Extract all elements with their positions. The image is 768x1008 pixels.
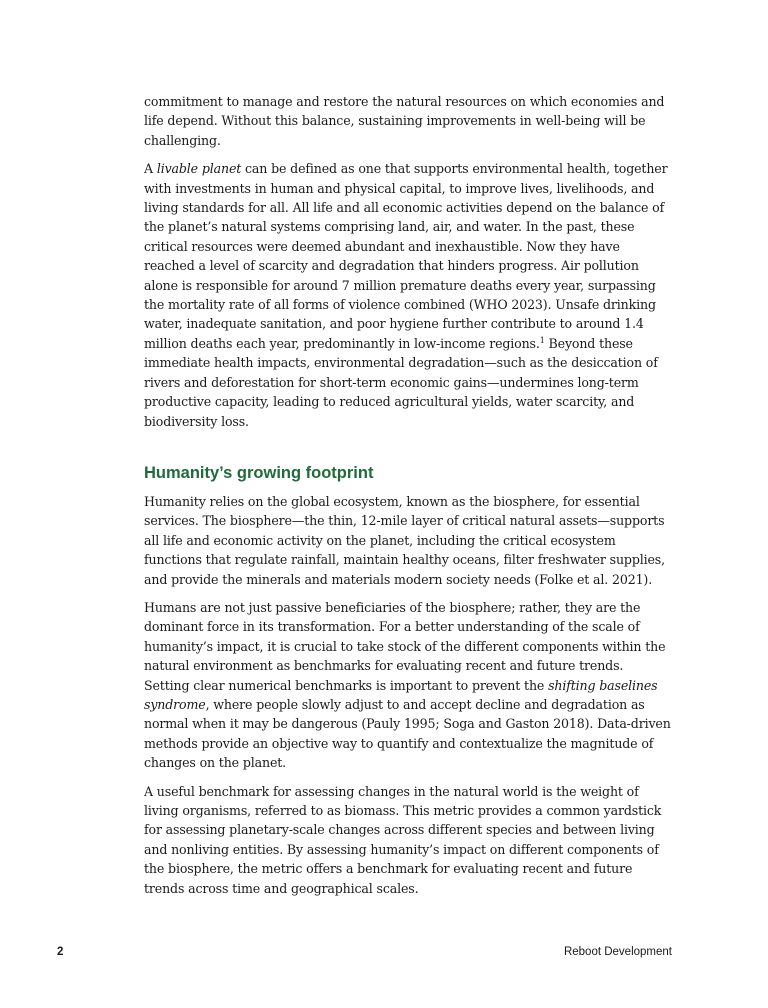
paragraph-2-lead: A (144, 161, 157, 177)
paragraph-5: A useful benchmark for assessing changes in the natural world is the weight of living organisms, referred to as biomass. This metric provides a common yardstick for assessing planetary-scale changes across different species and between living and nonliving entities. By assessing humanity’s impact on different components of the biosphere, the metric offers a benchmark for evaluating recent and future trends across time and geographical scales. (144, 783, 662, 896)
paragraph-2 (144, 159, 672, 431)
paragraph-4-text: Humans are not just passive beneficiaries of the biosphere; rather, they are the dominant force in its transformation. For a better understanding of the scale of humanity’s impact, it is crucial to take stock of the different components within the natural environment as benchmarks for evaluating recent and future trends. Setting clear numerical benchmarks is important to prevent the (144, 599, 666, 693)
paragraph-3: Humanity relies on the global ecosystem, known as the biosphere, for essential services. The biosphere—the thin, 12-mile layer of critical natural assets—supports all life and economic activity on the planet, including the critical ecosystem functions that regulate rainfall, maintain healthy oceans, filter freshwater supplies, and provide the minerals and materials modern society needs (Folke et al. 2021). (144, 493, 665, 587)
paragraph-2-text: can be defined as one that supports environmental health, together with investments in human and physical capital, to improve lives, livelihoods, and living standards for all. All life and all economic activities depend on the balance of the planet’s natural systems comprising land, air, and water. In the past, these critical resources were deemed abundant and inexhaustible. Now they have reached a level of scarcity and degradation that hinders progress. Air pollution alone is responsible for around 7 million premature deaths every year, surpassing the mortality rate of all forms of violence combined (WHO 2023). Unsafe drinking water, inadequate sanitation, and poor hygiene further contribute to around 1.4 million deaths each year, predominantly in low-income regions. (144, 161, 668, 351)
paragraph-4 (144, 598, 672, 773)
livable-planet-term: livable planet (156, 161, 242, 177)
running-title: Reboot Development (563, 946, 672, 958)
shifting-baselines-term: shifting baselines syndrome (144, 677, 658, 712)
page-body (144, 92, 672, 907)
paragraph-1: commitment to manage and restore the natural resources on which economies and life depend. Without this balance, sustaining improvements in well-being will be challenging. (144, 94, 665, 148)
page-number: 2 (57, 946, 64, 958)
paragraph-4-tail: , where people slowly adjust to and accept decline and degradation as normal when it may be dangerous (Pauly 1995; Soga and Gaston 2018). Data-driven methods provide an objective way to quantify and contextualize the magnitude of changes on the planet. (144, 696, 671, 771)
section-heading: Humanity’s growing footprint (144, 463, 374, 482)
footnote-marker[interactable]: 1 (539, 335, 545, 345)
paragraph-2-tail: Beyond these immediate health impacts, environmental degradation—such as the desiccation of rivers and deforestation for short-term economic gains—undermines long-term productive capacity, leading to reduced agricultural yields, water scarcity, and biodiversity loss. (144, 335, 658, 429)
